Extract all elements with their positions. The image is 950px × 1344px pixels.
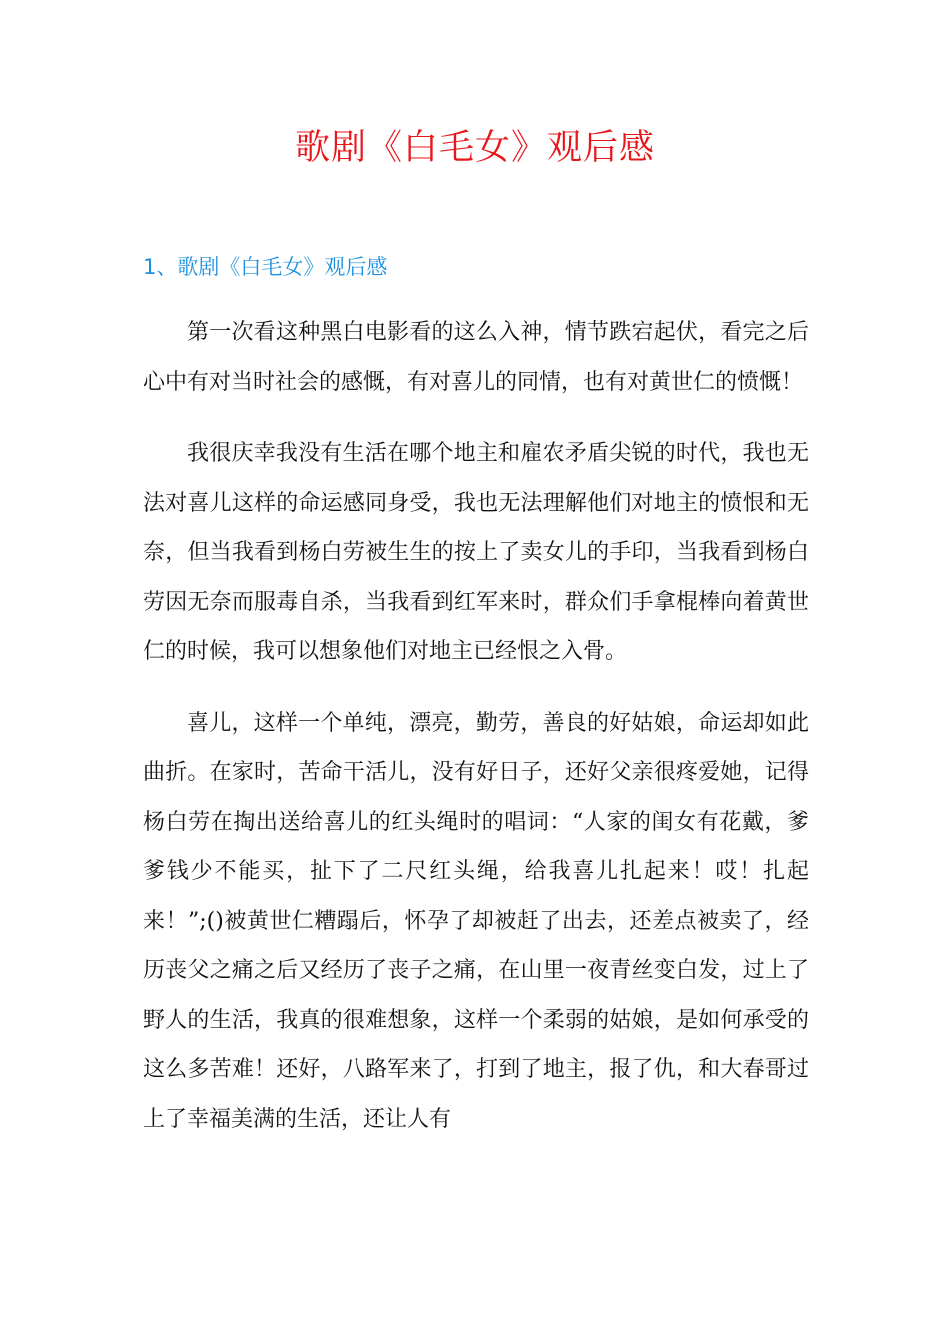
article-body: [143, 308, 809, 1166]
section-heading: 1、歌剧《白毛女》观后感: [143, 255, 388, 279]
page-title: 歌剧《白毛女》观后感: [294, 128, 655, 168]
paragraph-2: 我很庆幸我没有生活在哪个地主和雇农矛盾尖锐的时代，我也无法对喜儿这样的命运感同身受，我也无法理解他们对地主的愤恨和无奈，但当我看到杨白劳被生生的按上了卖女儿的手印，当我看到杨白劳因无奈而服毒自杀，当我看到红军来时，群众们手拿棍棒向着黄世仁的时候，我可以想象他们对地主已经恨之入骨。: [143, 441, 809, 664]
paragraph-1: 第一次看这种黑白电影看的这么入神，情节跌宕起伏，看完之后心中有对当时社会的感慨，有对喜儿的同情，也有对黄世仁的愤慨！: [143, 320, 809, 395]
paragraph-3: 喜儿，这样一个单纯，漂亮，勤劳，善良的好姑娘，命运却如此曲折。在家时，苦命干活儿，没有好日子，还好父亲很疼爱她，记得杨白劳在掏出送给喜儿的红头绳时的唱词：“人家的闺女有花戴，爹爹钱少不能买，扯下了二尺红头绳，给我喜儿扎起来！哎！扎起来！”;()被黄世仁糟蹋后，怀孕了却被赶了出去，还差点被卖了，经历丧父之痛之后又经历了丧子之痛，在山里一夜青丝变白发，过上了野人的生活，我真的很难想象，这样一个柔弱的姑娘，是如何承受的这么多苦难！还好，八路军来了，打到了地主，报了仇，和大春哥过上了幸福美满的生活，还让人有: [143, 710, 809, 1132]
